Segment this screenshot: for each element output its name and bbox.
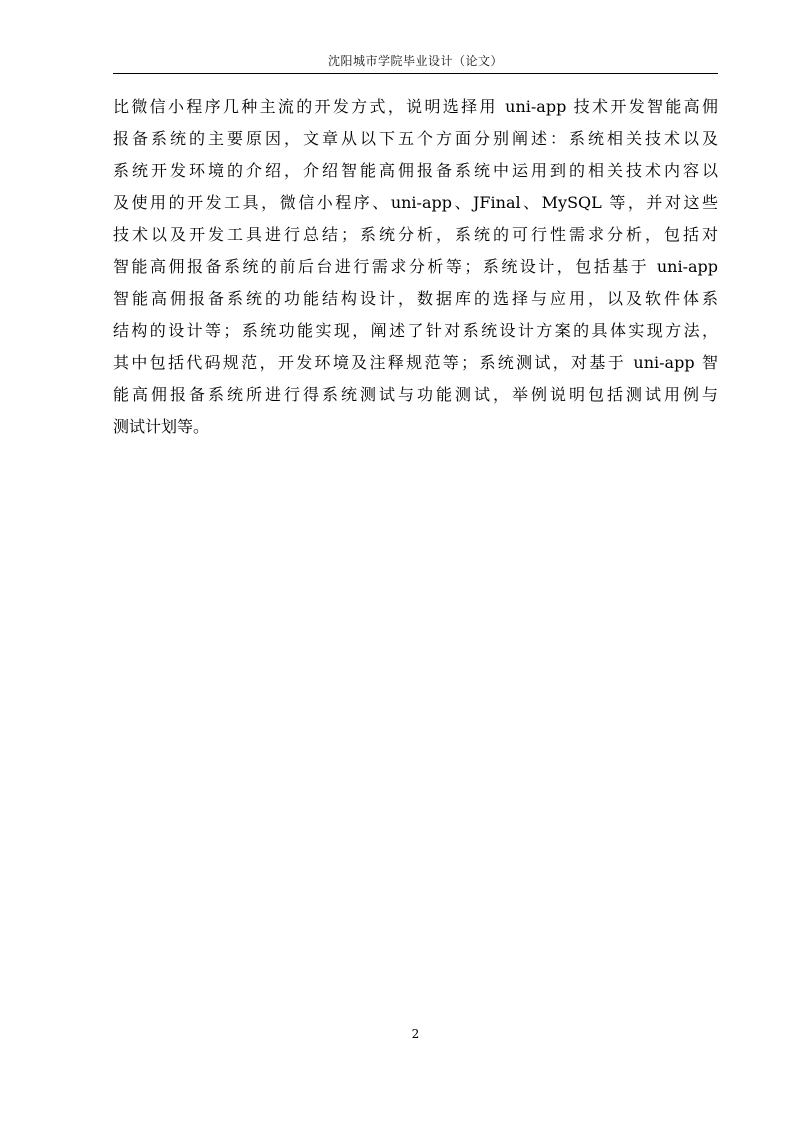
paragraph-line: 技术以及开发工具进行总结；系统分析，系统的可行性需求分析，包括对: [113, 225, 718, 244]
paragraph-line: 其中包括代码规范，开发环境及注释规范等；系统测试，对基于 uni-app 智: [113, 353, 718, 372]
paragraph-line: 结构的设计等；系统功能实现，阐述了针对系统设计方案的具体实现方法，: [113, 321, 718, 340]
paragraph-line: 报备系统的主要原因，文章从以下五个方面分别阐述：系统相关技术以及: [113, 129, 718, 148]
paragraph-line: 比微信小程序几种主流的开发方式，说明选择用 uni-app 技术开发智能高佣: [113, 97, 718, 116]
body-paragraph: [113, 91, 718, 443]
paragraph-line: 能高佣报备系统所进行得系统测试与功能测试，举例说明包括测试用例与: [113, 385, 718, 404]
paragraph-line: 测试计划等。: [113, 417, 210, 436]
paragraph-line: 智能高佣报备系统的前后台进行需求分析等；系统设计，包括基于 uni-app: [113, 257, 718, 276]
page-number: 2: [411, 1027, 420, 1041]
paragraph-line: 智能高佣报备系统的功能结构设计，数据库的选择与应用，以及软件体系: [113, 289, 718, 308]
paragraph-line: 系统开发环境的介绍，介绍智能高佣报备系统中运用到的相关技术内容以: [113, 161, 718, 180]
paragraph-line: 及使用的开发工具，微信小程序、uni-app、JFinal、MySQL 等，并对这些: [113, 193, 718, 212]
header-divider: [113, 73, 718, 74]
page-header-title: 沈阳城市学院毕业设计（论文）: [327, 54, 503, 68]
